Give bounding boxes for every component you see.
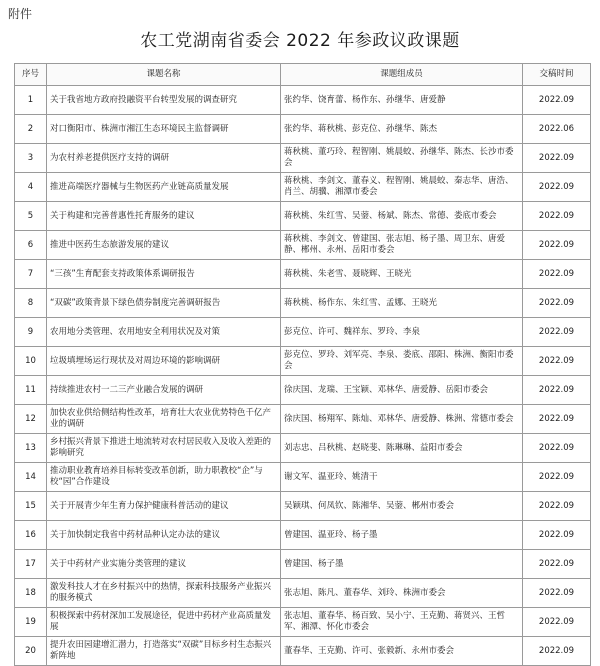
table-row xyxy=(15,347,591,376)
row-index-cell: 15 xyxy=(15,492,47,521)
row-topic-cell: 积极探索中药材深加工发展途径，促进中药材产业高质量发展 xyxy=(47,608,281,637)
row-time-cell: 2022.09 xyxy=(523,144,591,173)
row-index-cell: 8 xyxy=(15,289,47,318)
row-time-cell: 2022.09 xyxy=(523,202,591,231)
row-index-cell: 4 xyxy=(15,173,47,202)
table-row xyxy=(15,289,591,318)
table-row xyxy=(15,376,591,405)
document-title: 农工党湖南省委会 2022 年参政议政课题 xyxy=(140,31,460,51)
row-time-cell: 2022.09 xyxy=(523,347,591,376)
table-body xyxy=(15,86,591,666)
row-time-cell: 2022.09 xyxy=(523,463,591,492)
row-members-cell: 张志旭、陈凡、董春华、刘玲、株洲市委会 xyxy=(281,579,523,608)
row-topic-cell: 推动职业教育培养目标转变改革创新，助力职教校“企”与校“园”合作建设 xyxy=(47,463,281,492)
row-time-cell: 2022.06 xyxy=(523,115,591,144)
row-members-cell: 蒋秋桃、朱老雪、聂晓辉、王晓光 xyxy=(281,260,523,289)
table-row xyxy=(15,550,591,579)
table-row xyxy=(15,434,591,463)
row-time-cell: 2022.09 xyxy=(523,231,591,260)
row-members-cell: 谢文军、温亚玲、姚清干 xyxy=(281,463,523,492)
row-index-cell: 16 xyxy=(15,521,47,550)
row-time-cell: 2022.09 xyxy=(523,86,591,115)
column-header-topic: 课题名称 xyxy=(47,64,281,86)
row-index-cell: 1 xyxy=(15,86,47,115)
row-topic-cell: 关于加快制定我省中药材品种认定办法的建议 xyxy=(47,521,281,550)
row-topic-cell: 推进中医药生态旅游发展的建议 xyxy=(47,231,281,260)
row-topic-cell: 提升农田园建增汇潜力，打造落实“双碳”目标乡村生态振兴新阵地 xyxy=(47,637,281,666)
row-members-cell: 吴颖琪、何凤钦、陈湘华、吴蓥、郴州市委会 xyxy=(281,492,523,521)
row-members-cell: 曾建国、温亚玲、杨子墨 xyxy=(281,521,523,550)
row-topic-cell: 关于我省地方政府投融资平台转型发展的调查研究 xyxy=(47,86,281,115)
row-members-cell: 蒋秋桃、杨作东、朱红雪、孟娜、王晓光 xyxy=(281,289,523,318)
table-row xyxy=(15,86,591,115)
table-row xyxy=(15,608,591,637)
row-index-cell: 7 xyxy=(15,260,47,289)
column-header-index: 序号 xyxy=(15,64,47,86)
row-members-cell: 蒋秋桃、董巧玲、程智刚、姚晨蛟、孙继华、陈杰、长沙市委会 xyxy=(281,144,523,173)
row-members-cell: 徐庆国、杨翔军、陈灿、邓林华、唐爱静、株洲、常德市委会 xyxy=(281,405,523,434)
table-row xyxy=(15,202,591,231)
row-index-cell: 5 xyxy=(15,202,47,231)
row-time-cell: 2022.09 xyxy=(523,289,591,318)
row-members-cell: 董春华、王克勤、许可、张毅新、永州市委会 xyxy=(281,637,523,666)
row-members-cell: 徐庆国、龙瑞、王宝颖、邓林华、唐爱静、岳阳市委会 xyxy=(281,376,523,405)
row-index-cell: 13 xyxy=(15,434,47,463)
row-topic-cell: 对口衡阳市、株洲市湘江生态环境民主监督调研 xyxy=(47,115,281,144)
row-members-cell: 张约华、饶育蕾、杨作东、孙继华、唐爱静 xyxy=(281,86,523,115)
row-index-cell: 17 xyxy=(15,550,47,579)
row-members-cell: 彭克位、罗玲、刘军亮、李泉、娄底、邵阳、株洲、衡阳市委会 xyxy=(281,347,523,376)
row-topic-cell: 关于中药材产业实施分类管理的建议 xyxy=(47,550,281,579)
row-topic-cell: 推进高端医疗器械与生物医药产业链高质量发展 xyxy=(47,173,281,202)
row-index-cell: 14 xyxy=(15,463,47,492)
row-index-cell: 19 xyxy=(15,608,47,637)
row-topic-cell: 加快农业供给侧结构性改革，培育壮大农业优势特色千亿产业的调研 xyxy=(47,405,281,434)
row-topic-cell: 关于开展青少年生育力保护健康科普活动的建议 xyxy=(47,492,281,521)
row-time-cell: 2022.09 xyxy=(523,434,591,463)
row-time-cell: 2022.09 xyxy=(523,550,591,579)
table-row xyxy=(15,115,591,144)
row-topic-cell: 关于构建和完善普惠性托育服务的建议 xyxy=(47,202,281,231)
row-members-cell: 张约华、蒋秋桃、彭克位、孙继华、陈杰 xyxy=(281,115,523,144)
row-time-cell: 2022.09 xyxy=(523,521,591,550)
table-row xyxy=(15,260,591,289)
row-topic-cell: 乡村振兴背景下推进土地流转对农村居民收入及收入差距的影响研究 xyxy=(47,434,281,463)
row-index-cell: 20 xyxy=(15,637,47,666)
row-members-cell: 彭克位、许可、魏祥东、罗玲、李泉 xyxy=(281,318,523,347)
row-index-cell: 12 xyxy=(15,405,47,434)
table-row xyxy=(15,579,591,608)
row-topic-cell: “双碳”政策背景下绿色债券制度完善调研报告 xyxy=(47,289,281,318)
topics-table xyxy=(14,63,591,666)
column-header-time: 交稿时间 xyxy=(523,64,591,86)
row-topic-cell: 为农村养老提供医疗支持的调研 xyxy=(47,144,281,173)
row-index-cell: 18 xyxy=(15,579,47,608)
table-row xyxy=(15,318,591,347)
row-time-cell: 2022.09 xyxy=(523,608,591,637)
table-row xyxy=(15,231,591,260)
row-time-cell: 2022.09 xyxy=(523,318,591,347)
row-members-cell: 蒋秋桃、李剑文、董春义、程智刚、姚晨蛟、秦志华、唐浩、肖兰、胡骥、湘潭市委会 xyxy=(281,173,523,202)
row-topic-cell: 激发科技人才在乡村振兴中的热情，探索科技服务产业振兴的服务模式 xyxy=(47,579,281,608)
row-index-cell: 6 xyxy=(15,231,47,260)
table-row xyxy=(15,637,591,666)
table-row xyxy=(15,521,591,550)
row-members-cell: 蒋秋桃、朱红雪、吴蓥、杨斌、陈杰、常德、娄底市委会 xyxy=(281,202,523,231)
attachment-label: 附件 xyxy=(8,7,33,21)
row-index-cell: 3 xyxy=(15,144,47,173)
row-time-cell: 2022.09 xyxy=(523,260,591,289)
row-index-cell: 11 xyxy=(15,376,47,405)
row-index-cell: 10 xyxy=(15,347,47,376)
table-row xyxy=(15,492,591,521)
row-time-cell: 2022.09 xyxy=(523,637,591,666)
row-topic-cell: “三孩”生育配套支持政策体系调研报告 xyxy=(47,260,281,289)
table-row xyxy=(15,463,591,492)
row-topic-cell: 持续推进农村一二三产业融合发展的调研 xyxy=(47,376,281,405)
row-members-cell: 刘志忠、吕秋桃、赵晓斐、陈琳琳、益阳市委会 xyxy=(281,434,523,463)
row-topic-cell: 农用地分类管理、农用地安全利用状况及对策 xyxy=(47,318,281,347)
row-topic-cell: 垃圾填埋场运行现状及对周边环境的影响调研 xyxy=(47,347,281,376)
row-time-cell: 2022.09 xyxy=(523,579,591,608)
row-time-cell: 2022.09 xyxy=(523,492,591,521)
table-row xyxy=(15,144,591,173)
row-members-cell: 张志旭、董春华、杨百致、吴小宁、王克勤、蒋贤兴、王哲军、湘潭、怀化市委会 xyxy=(281,608,523,637)
row-index-cell: 2 xyxy=(15,115,47,144)
row-members-cell: 曾建国、杨子墨 xyxy=(281,550,523,579)
row-index-cell: 9 xyxy=(15,318,47,347)
table-row xyxy=(15,405,591,434)
row-time-cell: 2022.09 xyxy=(523,405,591,434)
table-header-row xyxy=(15,64,591,86)
table-row xyxy=(15,173,591,202)
row-time-cell: 2022.09 xyxy=(523,173,591,202)
row-time-cell: 2022.09 xyxy=(523,376,591,405)
row-members-cell: 蒋秋桃、李剑文、曾建国、张志旭、杨子墨、周卫东、唐爱静、郴州、永州、岳阳市委会 xyxy=(281,231,523,260)
column-header-members: 课题组成员 xyxy=(281,64,523,86)
